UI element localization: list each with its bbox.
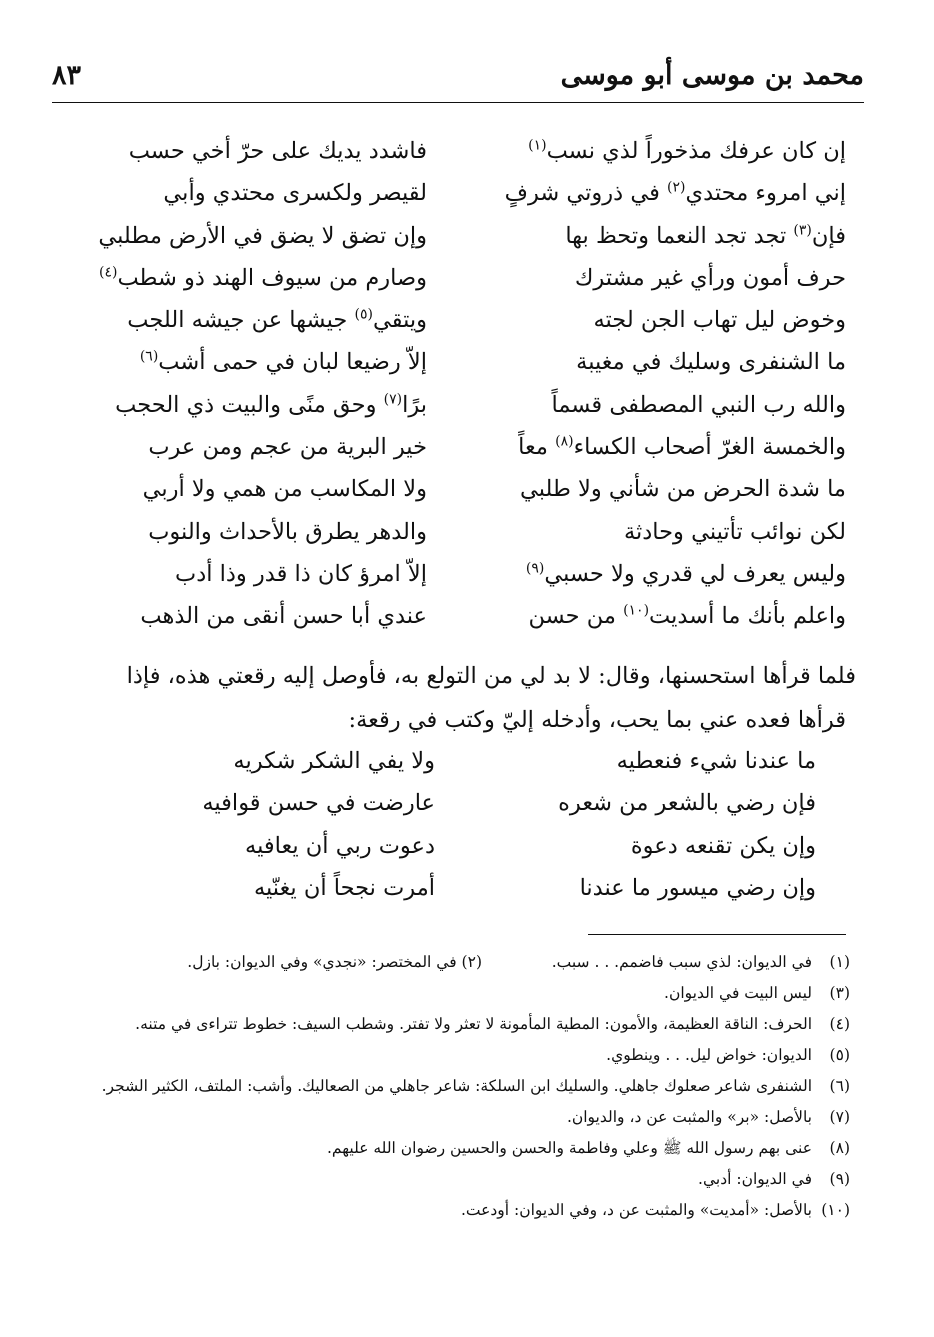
hemistich-text: ما الشنفرى وسليك في مغيبة bbox=[576, 349, 846, 376]
second-hemistich bbox=[95, 595, 427, 637]
first-hemistich bbox=[494, 867, 816, 909]
footnote bbox=[52, 1195, 850, 1226]
first-hemistich bbox=[502, 257, 846, 299]
running-head-author: محمد بن موسى أبو موسى bbox=[560, 60, 864, 91]
hemistich-text: دعوت ربي أن يعافيه bbox=[245, 832, 435, 859]
footnote-number: (٨) bbox=[829, 1139, 850, 1157]
footnote-number: (٩) bbox=[829, 1170, 850, 1188]
footnote-number: (١٠) bbox=[821, 1201, 850, 1219]
footnote-number: (١) bbox=[829, 953, 850, 971]
second-hemistich bbox=[95, 299, 427, 341]
verse-line bbox=[125, 740, 816, 782]
hemistich-text: لكن نوائب تأتيني وحادثة bbox=[623, 518, 846, 545]
footnote bbox=[52, 947, 850, 978]
first-hemistich bbox=[494, 740, 816, 782]
verse-line bbox=[95, 215, 846, 257]
verse-line bbox=[95, 299, 846, 341]
footnote-inline-second bbox=[187, 947, 482, 978]
hemistich-text: فإن رضي بالشعر من شعره bbox=[558, 790, 816, 817]
footnote bbox=[52, 1164, 850, 1195]
prose-line: قرأها فعده عني بما يحب، وأدخله إليّ وكتب في رقعة: bbox=[348, 707, 846, 733]
footnote-marker: (١٠) bbox=[623, 602, 650, 619]
footnote bbox=[52, 1071, 850, 1102]
second-hemistich bbox=[95, 172, 427, 214]
footnote bbox=[52, 1009, 850, 1040]
hemistich-text: والخمسة الغرّ أصحاب الكساء bbox=[573, 434, 846, 461]
verse-line bbox=[95, 341, 846, 383]
first-hemistich bbox=[502, 468, 846, 510]
verse-line bbox=[95, 426, 846, 468]
footnote bbox=[52, 1040, 850, 1071]
footnote-text: بالأصل: «بر» والمثبت عن د، والديوان. bbox=[566, 1108, 812, 1126]
second-hemistich bbox=[95, 257, 427, 299]
hemistich-text: حرف أمون ورأي غير مشترك bbox=[574, 264, 846, 291]
hemistich-text: إلاّ امرؤ كان ذا قدر وذا أدب bbox=[175, 560, 427, 587]
running-header bbox=[52, 60, 864, 96]
hemistich-text: إلاّ رضيعا لبان في حمى أشب bbox=[158, 349, 427, 376]
hemistich-text: وصارم من سيوف الهند ذو شطب bbox=[117, 264, 427, 291]
hemistich-text: ما عندنا شيء فنعطيه bbox=[616, 748, 816, 774]
footnote-text: الحرف: الناقة العظيمة، والأمون: المطية المأمونة لا تعثر ولا تفتر. وشطب السيف: خطوط تتراءى في متنه. bbox=[135, 1015, 812, 1033]
page-number: ٨٣ bbox=[52, 60, 82, 91]
footnote-number: (٣) bbox=[829, 984, 850, 1002]
hemistich-text: من حسن bbox=[528, 603, 624, 630]
second-hemistich bbox=[95, 426, 427, 468]
first-hemistich bbox=[502, 130, 846, 172]
second-hemistich bbox=[125, 867, 435, 909]
footnote-text: بالأصل: «أمديت» والمثبت عن د، وفي الديوان: أودعت. bbox=[460, 1201, 812, 1219]
second-hemistich bbox=[95, 130, 427, 172]
hemistich-text: جيشها عن جيشه اللجب bbox=[127, 307, 355, 334]
hemistich-text: وخوض ليل تهاب الجن لجته bbox=[593, 307, 846, 334]
second-hemistich bbox=[95, 384, 427, 426]
footnote bbox=[52, 1133, 850, 1164]
hemistich-text: وحق منًى والبيت ذي الحجب bbox=[115, 391, 384, 418]
verse-line bbox=[95, 257, 846, 299]
hemistich-text: ما شدة الحرض من شأني ولا طلبي bbox=[519, 476, 846, 503]
hemistich-text: وإن رضي ميسور ما عندنا bbox=[579, 874, 816, 901]
hemistich-text: برًا bbox=[402, 391, 427, 418]
footnote bbox=[52, 1102, 850, 1133]
second-hemistich bbox=[95, 511, 427, 553]
first-hemistich bbox=[502, 553, 846, 595]
hemistich-text: فإن bbox=[811, 222, 846, 249]
hemistich-text: عارضت في حسن قوافيه bbox=[202, 790, 435, 817]
poem-verses-second bbox=[125, 740, 816, 909]
first-hemistich bbox=[502, 215, 846, 257]
verse-line bbox=[95, 553, 846, 595]
verse-line bbox=[95, 384, 846, 426]
footnote-marker: (٢) bbox=[667, 179, 686, 196]
footnote-text: في الديوان: أدبي. bbox=[698, 1170, 812, 1188]
footnote-number: (٧) bbox=[829, 1108, 850, 1126]
hemistich-text: في ذروتي شرفٍ bbox=[504, 180, 667, 207]
header-rule bbox=[52, 102, 864, 103]
first-hemistich bbox=[494, 782, 816, 824]
second-hemistich bbox=[125, 782, 435, 824]
hemistich-text: والله رب النبي المصطفى قسماً bbox=[551, 391, 846, 418]
first-hemistich bbox=[494, 825, 816, 867]
prose-line: فلما قرأها استحسنها، وقال: لا بد لي من التولع به، فأوصل إليه رقعتي هذه، فإذا bbox=[126, 663, 856, 689]
hemistich-text: لقيصر ولكسرى محتدي وأبي bbox=[163, 180, 427, 207]
hemistich-text: ولا يفي الشكر شكريه bbox=[233, 748, 435, 774]
verse-line bbox=[95, 468, 846, 510]
second-hemistich bbox=[95, 553, 427, 595]
footnote-marker: (٦) bbox=[139, 348, 159, 365]
footnote-rule bbox=[588, 934, 846, 935]
verse-line bbox=[95, 511, 846, 553]
hemistich-text: خير البرية من عجم ومن عرب bbox=[148, 434, 427, 461]
footnote-text: في المختصر: «نجدي» وفي الديوان: بازل. bbox=[187, 953, 457, 971]
footnote-marker: (٧) bbox=[383, 391, 403, 408]
footnotes bbox=[52, 947, 850, 1226]
footnote-number: (٦) bbox=[829, 1077, 850, 1095]
hemistich-text: إن كان عرفك مذخوراً لذي نسب bbox=[546, 138, 846, 164]
footnote-text: في الديوان: لذي سبب فاضمم. . . سبب. bbox=[551, 953, 812, 971]
prose-paragraph bbox=[52, 654, 856, 742]
footnote-marker: (٩) bbox=[525, 560, 545, 577]
footnote-text: ليس البيت في الديوان. bbox=[664, 984, 812, 1002]
second-hemistich bbox=[125, 825, 435, 867]
hemistich-text: والدهر يطرق بالأحداث والنوب bbox=[148, 518, 427, 545]
footnote-marker: (١) bbox=[528, 137, 547, 154]
poem-verses-first bbox=[95, 130, 846, 638]
hemistich-text: وليس يعرف لي قدري ولا حسبي bbox=[544, 560, 846, 587]
footnote-marker: (٣) bbox=[793, 222, 812, 239]
first-hemistich bbox=[502, 384, 846, 426]
hemistich-text: فاشدد يديك على حرّ أخي حسب bbox=[128, 138, 427, 164]
hemistich-text: عندي أبا حسن أنقى من الذهب bbox=[140, 603, 427, 630]
hemistich-text: وإن تضق لا يضق في الأرض مطلبي bbox=[98, 222, 427, 249]
verse-line bbox=[95, 172, 846, 214]
second-hemistich bbox=[125, 740, 435, 782]
first-hemistich bbox=[502, 299, 846, 341]
verse-line bbox=[95, 130, 846, 172]
hemistich-text: أمرت نجحاً أن يغنّيه bbox=[253, 874, 435, 901]
verse-line bbox=[125, 825, 816, 867]
second-hemistich bbox=[95, 341, 427, 383]
footnote-text: الديوان: خواض ليل. . . وينطوي. bbox=[606, 1046, 812, 1064]
footnote-number: (٢) bbox=[461, 953, 482, 971]
footnote-number: (٥) bbox=[829, 1046, 850, 1064]
hemistich-text: معاً bbox=[518, 434, 556, 461]
hemistich-text: تجد تجد النعما وتحظ بها bbox=[565, 222, 794, 249]
footnote-marker: (٤) bbox=[99, 264, 118, 281]
footnote-text: الشنفرى شاعر صعلوك جاهلي. والسليك ابن السلكة: شاعر جاهلي من الصعاليك. وأشب: الملتف، الكثير الشجر. bbox=[101, 1077, 812, 1095]
verse-line bbox=[125, 782, 816, 824]
first-hemistich bbox=[502, 341, 846, 383]
verse-line bbox=[125, 867, 816, 909]
footnote-text: عنى بهم رسول الله ﷺ وعلي وفاطمة والحسن والحسين رضوان الله عليهم. bbox=[327, 1139, 812, 1157]
hemistich-text: إني امروء محتدي bbox=[685, 180, 846, 207]
hemistich-text: وإن يكن تقنعه دعوة bbox=[630, 832, 816, 859]
hemistich-text: ولا المكاسب من همي ولا أربي bbox=[142, 476, 427, 503]
second-hemistich bbox=[95, 215, 427, 257]
footnote-number: (٤) bbox=[829, 1015, 850, 1033]
first-hemistich bbox=[502, 172, 846, 214]
hemistich-text: ويتقي bbox=[372, 307, 427, 334]
first-hemistich bbox=[502, 595, 846, 637]
second-hemistich bbox=[95, 468, 427, 510]
first-hemistich bbox=[502, 511, 846, 553]
footnote bbox=[52, 978, 850, 1009]
footnote-marker: (٨) bbox=[555, 433, 574, 450]
first-hemistich bbox=[502, 426, 846, 468]
hemistich-text: واعلم بأنك ما أسديت bbox=[649, 603, 846, 630]
footnote-marker: (٥) bbox=[354, 306, 373, 323]
verse-line bbox=[95, 595, 846, 637]
